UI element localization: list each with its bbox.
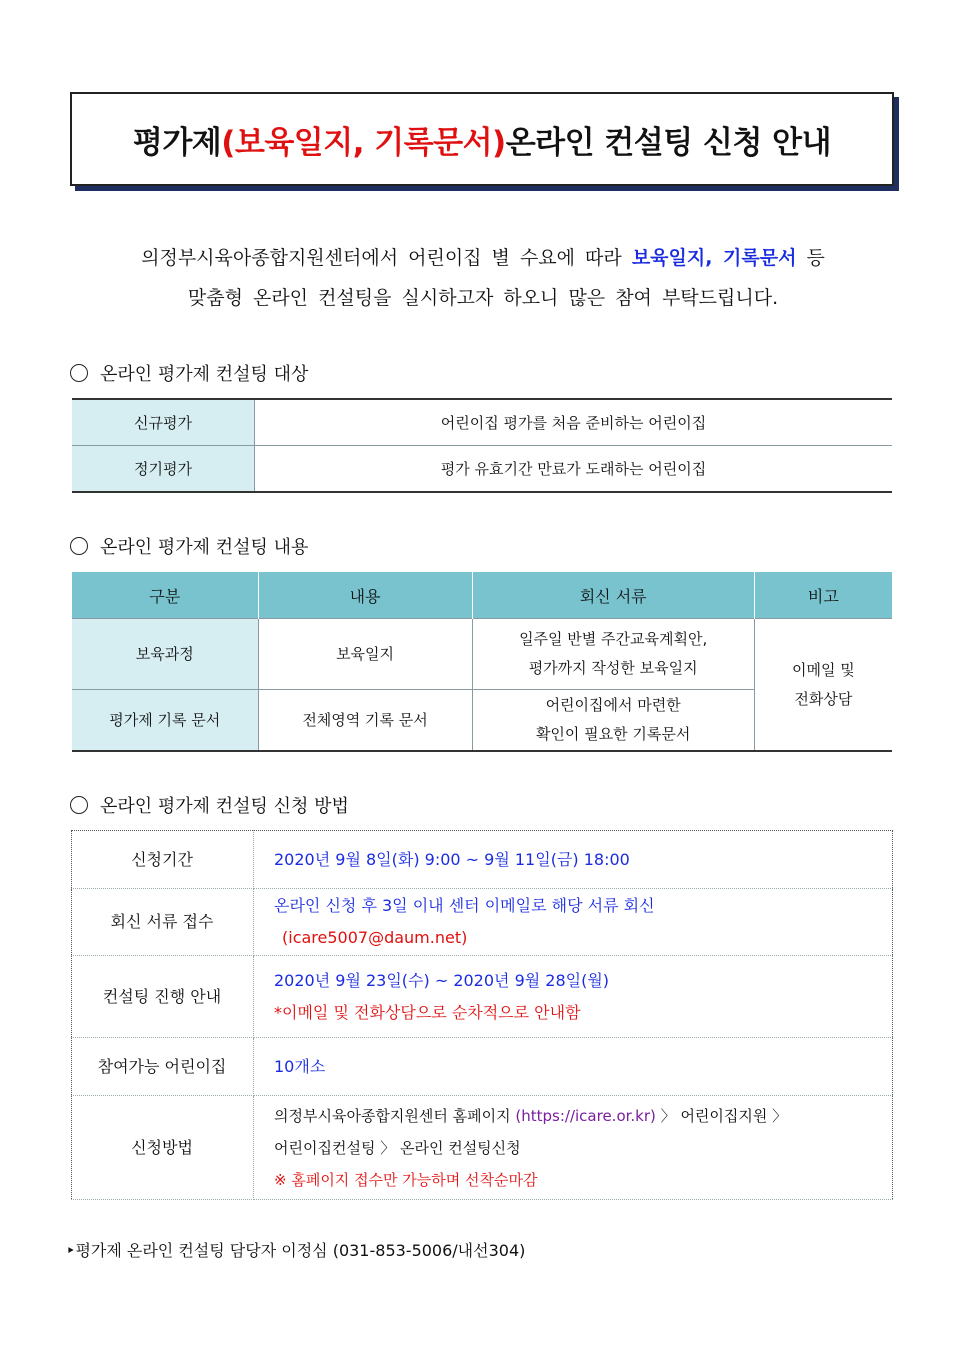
target-label: 정기평가: [72, 446, 255, 493]
method-value: [254, 1096, 893, 1200]
section1-heading-text: 온라인 평가제 컨설팅 대상: [100, 364, 309, 385]
header-docs: 회신 서류: [472, 572, 754, 619]
table-row: [72, 446, 892, 493]
content-item: 전체영역 기록 문서: [258, 690, 472, 752]
section3-heading-text: 온라인 평가제 컨설팅 신청 방법: [100, 796, 349, 817]
title-highlight: (보육일지, 기록문서): [221, 124, 506, 161]
section3-heading: [70, 792, 349, 818]
header-category: 구분: [72, 572, 258, 619]
section2-heading-text: 온라인 평가제 컨설팅 내용: [100, 537, 309, 558]
docs-value-text: 온라인 신청 후 3일 이내 센터 이메일로 해당 서류 회신: [274, 896, 655, 915]
homepage-link[interactable]: (https://icare.or.kr): [515, 1106, 656, 1125]
intro-line2: 맞춤형 온라인 컨설팅을 실시하고자 하오니 많은 참여 부탁드립니다.: [187, 287, 779, 309]
docs-line2: 평가까지 작성한 보육일지: [528, 659, 698, 677]
docs-label: 회신 서류 접수: [72, 889, 254, 956]
content-item: 보육일지: [258, 619, 472, 690]
period-label: 신청기간: [72, 831, 254, 889]
note-line2: 전화상담: [794, 689, 853, 708]
content-table: [72, 572, 892, 752]
period-value: 2020년 9월 8일(화) 9:00 ~ 9월 11일(금) 18:00: [254, 831, 893, 889]
header-note: 비고: [754, 572, 892, 619]
method-line1-a: 의정부시육아종합지원센터 홈페이지: [274, 1106, 516, 1125]
section1-heading: [70, 360, 308, 386]
content-category: 평가제 기록 문서: [72, 690, 258, 752]
application-table: [71, 830, 893, 1200]
target-value: 어린이집 평가를 처음 준비하는 어린이집: [255, 399, 893, 446]
table-row: [72, 956, 893, 1038]
schedule-label: 컨설팅 진행 안내: [72, 956, 254, 1038]
method-line2: 어린이집컨설팅 〉 온라인 컨설팅신청: [274, 1138, 521, 1157]
contact-info: ‣평가제 온라인 컨설팅 담당자 이정심 (031-853-5006/내선304): [66, 1241, 526, 1260]
title-part1: 평가제: [132, 124, 222, 161]
intro-line1-b: 등: [796, 247, 825, 269]
circle-bullet-icon: [70, 537, 88, 555]
table-row: [72, 1096, 893, 1200]
table-row: [72, 1038, 893, 1096]
schedule-value: [254, 956, 893, 1038]
table-row: [72, 399, 892, 446]
table-header-row: [72, 572, 892, 619]
title-part2: 온라인 컨설팅 신청 안내: [505, 124, 832, 161]
method-line1-b: 〉 어린이집지원 〉: [655, 1106, 788, 1125]
intro-line1: [0, 238, 966, 278]
page-title: [70, 92, 894, 186]
table-row: [72, 619, 892, 690]
content-note: [754, 619, 892, 752]
table-row: [72, 831, 893, 889]
schedule-note: *이메일 및 전화상담으로 순차적으로 안내함: [274, 1002, 581, 1022]
target-label: 신규평가: [72, 399, 255, 446]
content-category: 보육과정: [72, 619, 258, 690]
docs-line2: 확인이 필요한 기록문서: [535, 725, 691, 743]
note-line1: 이메일 및: [792, 660, 855, 679]
docs-value: [254, 889, 893, 956]
method-note: ※ 홈페이지 접수만 가능하며 선착순마감: [274, 1170, 538, 1189]
circle-bullet-icon: [70, 364, 88, 382]
table-row: [72, 889, 893, 956]
section2-heading: [70, 533, 308, 559]
count-value: 10개소: [254, 1038, 893, 1096]
count-label: 참여가능 어린이집: [72, 1038, 254, 1096]
intro-line1-a: 의정부시육아종합지원센터에서 어린이집 별 수요에 따라: [141, 247, 632, 269]
schedule-dates: 2020년 9월 23일(수) ~ 2020년 9월 28일(월): [274, 970, 610, 990]
content-docs: [472, 619, 754, 690]
circle-bullet-icon: [70, 796, 88, 814]
method-label: 신청방법: [72, 1096, 254, 1200]
email-link[interactable]: (icare5007@daum.net): [282, 928, 468, 947]
target-table: [72, 398, 892, 493]
method-line1: [274, 1100, 891, 1132]
target-value: 평가 유효기간 만료가 도래하는 어린이집: [255, 446, 893, 493]
intro-highlight: 보육일지, 기록문서: [631, 247, 797, 269]
docs-line1: 어린이집에서 마련한: [545, 696, 681, 714]
content-docs: [472, 690, 754, 752]
intro-text: [0, 238, 966, 318]
docs-line1: 일주일 반별 주간교육계획안,: [519, 630, 708, 648]
header-content: 내용: [258, 572, 472, 619]
